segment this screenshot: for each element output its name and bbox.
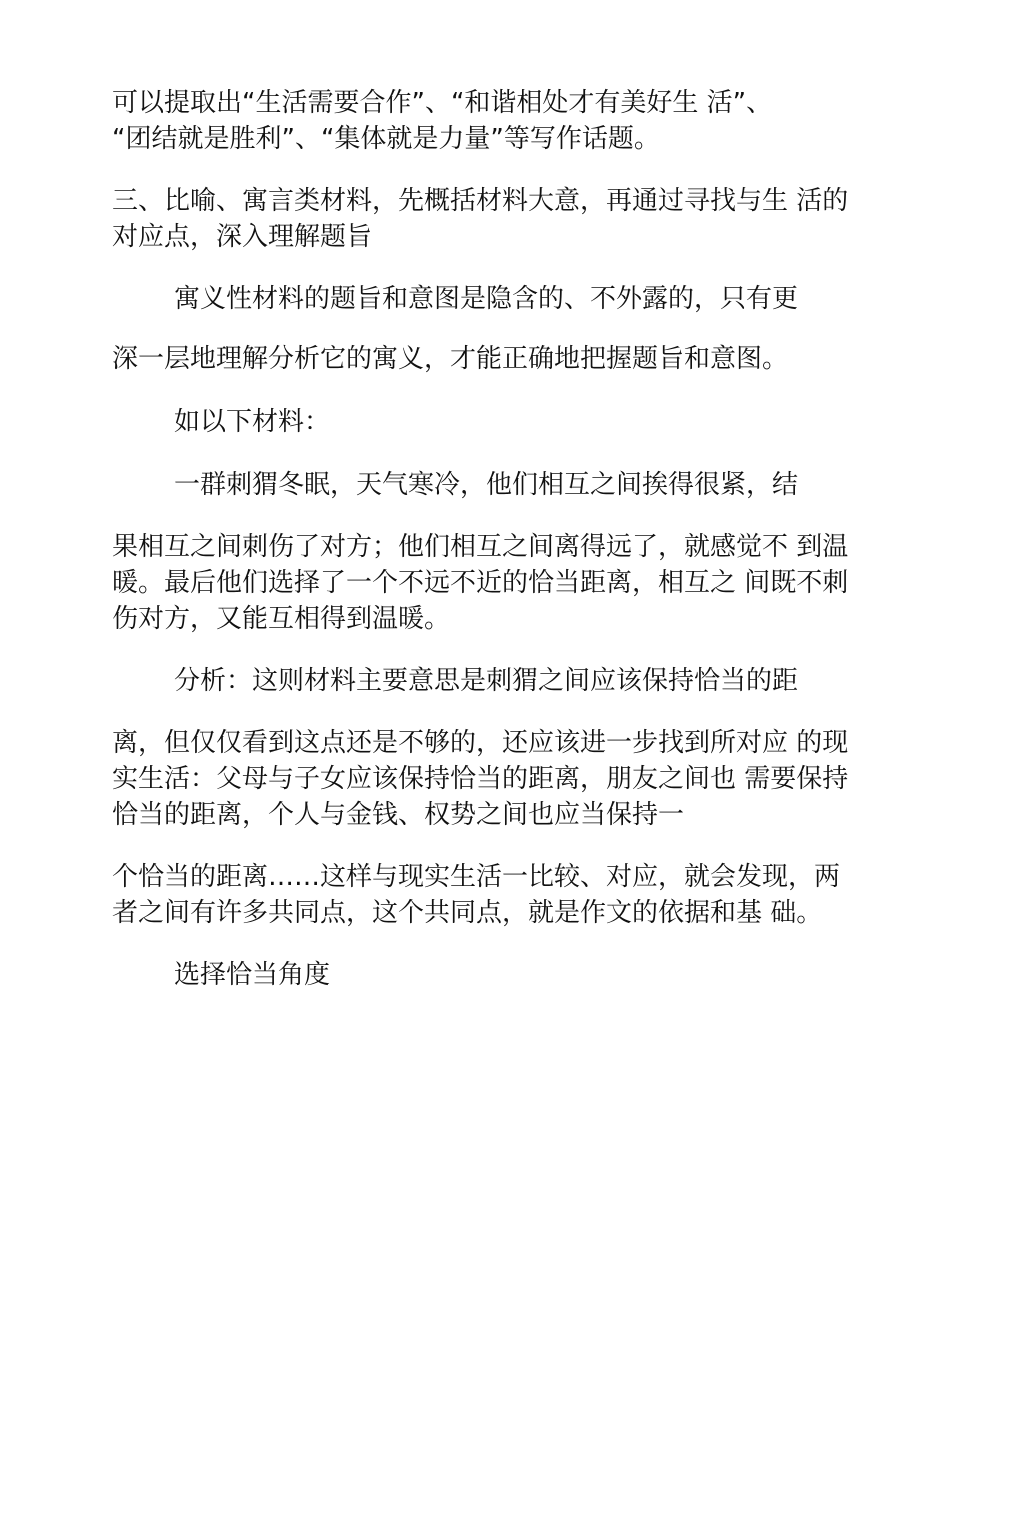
text-line-8: 一群刺猬冬眠，天气寒冷，他们相互之间挨得很紧，结 xyxy=(174,470,799,500)
text-line-5: 寓义性材料的题旨和意图是隐含的、不外露的，只有更 xyxy=(174,284,799,314)
text-line-9: 果相互之间刺伤了对方；他们相互之间离得远了，就感觉不 到温 xyxy=(112,532,849,562)
text-line-11: 伤对方，又能互相得到温暖。 xyxy=(112,604,451,634)
text-line-7: 如以下材料： xyxy=(174,407,331,437)
text-line-10: 暖。最后他们选择了一个不远不近的恰当距离，相互之 间既不刺 xyxy=(112,568,849,598)
section-heading-line-2: 对应点，深入理解题旨 xyxy=(112,222,373,252)
text-line-15: 恰当的距离，个人与金钱、权势之间也应当保持一 xyxy=(112,800,685,830)
text-line-16: 个恰当的距离……这样与现实生活一比较、对应，就会发现，两 xyxy=(112,862,841,892)
text-line-18: 选择恰当角度 xyxy=(174,960,331,990)
text-line-17: 者之间有许多共同点，这个共同点，就是作文的依据和基 础。 xyxy=(112,898,823,928)
text-line-1: 可以提取出“生活需要合作”、“和谐相处才有美好生 活”、 xyxy=(112,88,773,118)
text-line-2: “团结就是胜利”、“集体就是力量”等写作话题。 xyxy=(112,124,660,154)
text-line-6: 深一层地理解分析它的寓义，才能正确地把握题旨和意图。 xyxy=(112,344,789,374)
text-line-12: 分析：这则材料主要意思是刺猬之间应该保持恰当的距 xyxy=(174,666,799,696)
text-line-13: 离，但仅仅看到这点还是不够的，还应该进一步找到所对应 的现 xyxy=(112,728,849,758)
text-line-14: 实生活：父母与子女应该保持恰当的距离，朋友之间也 需要保持 xyxy=(112,764,849,794)
section-heading-line-1: 三、比喻、寓言类材料，先概括材料大意，再通过寻找与生 活的 xyxy=(112,186,849,216)
